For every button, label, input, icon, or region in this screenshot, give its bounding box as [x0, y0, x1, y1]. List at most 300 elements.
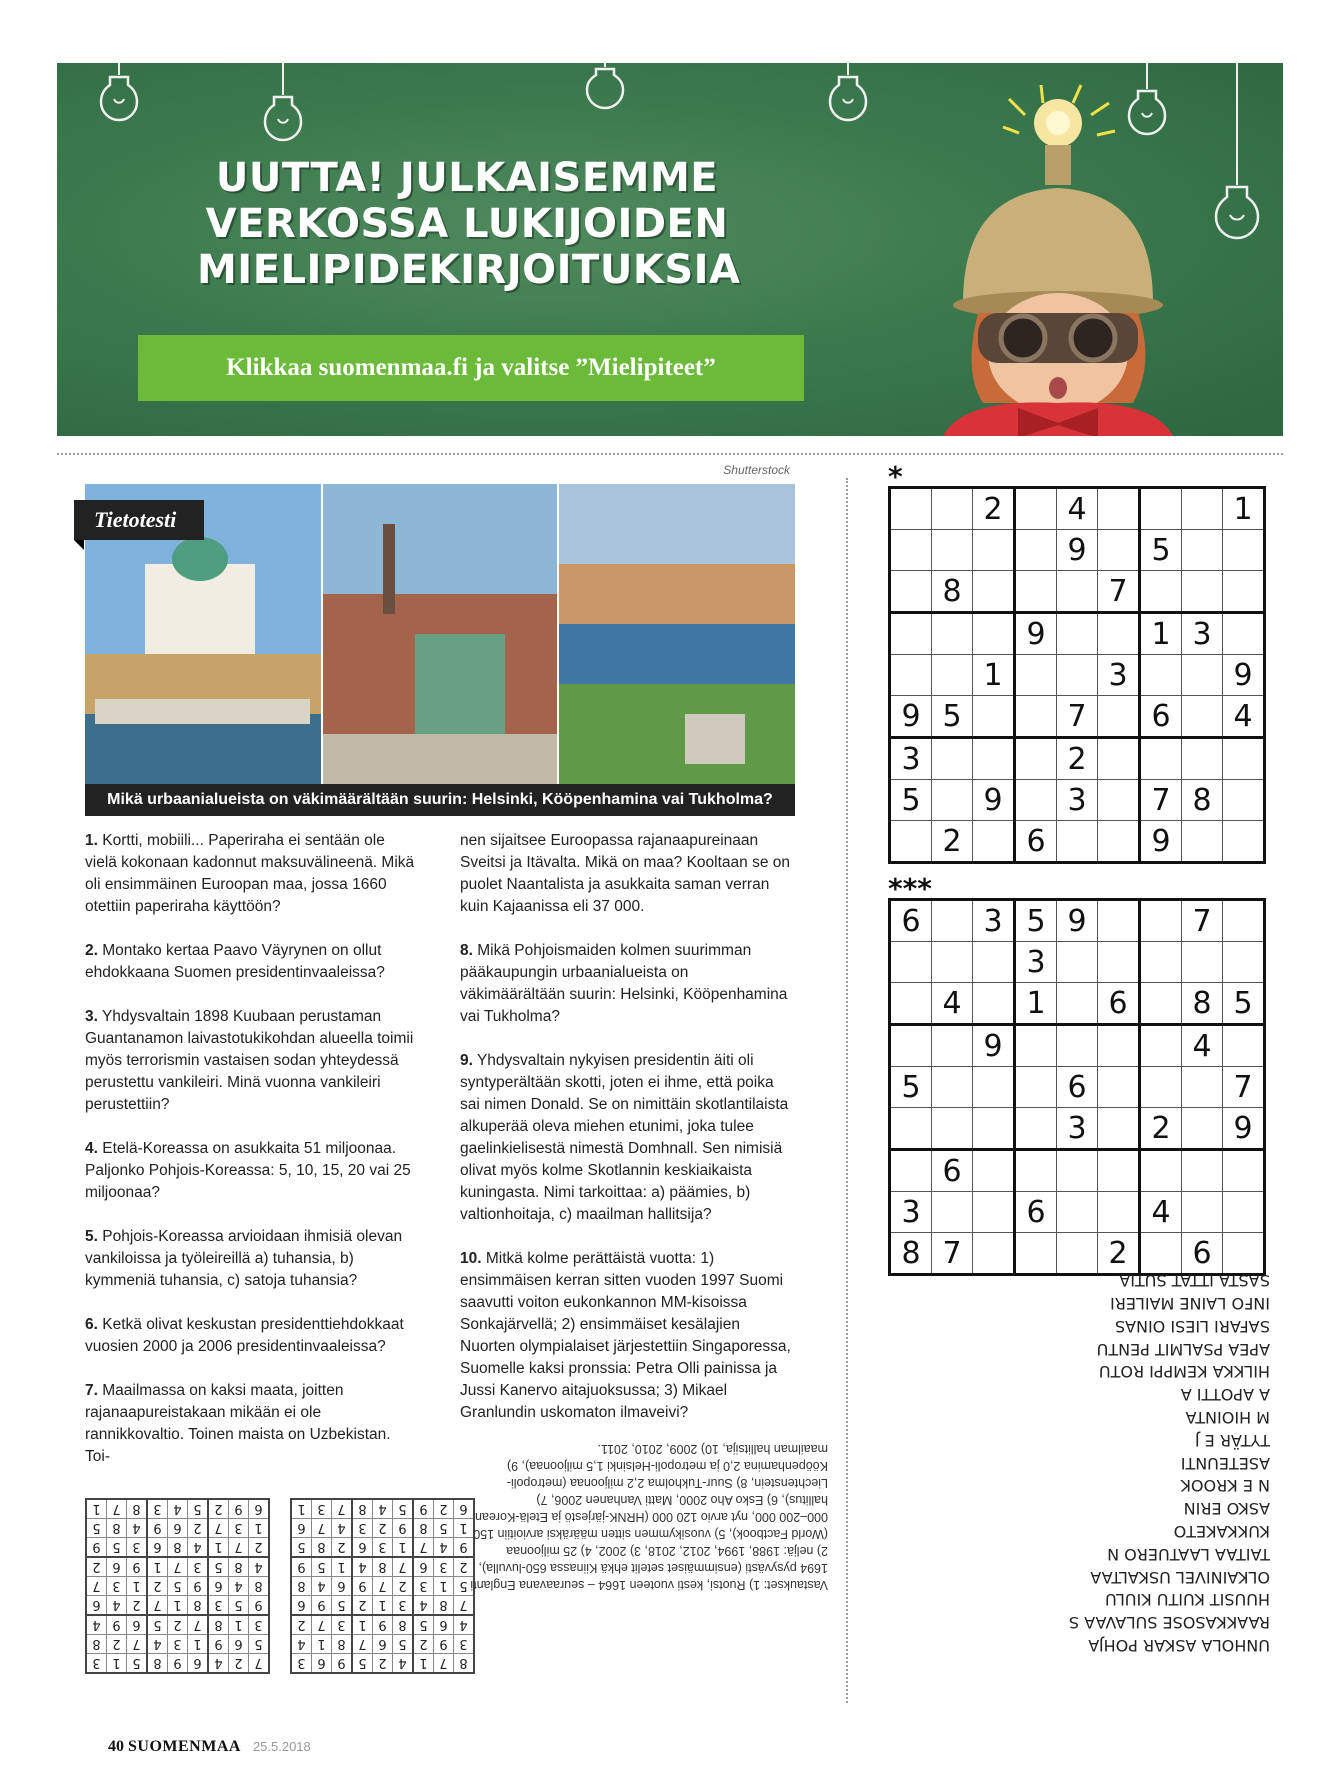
grid-cell[interactable]: 6 [1140, 696, 1182, 738]
grid-cell[interactable] [1057, 983, 1098, 1025]
grid-cell[interactable] [1223, 1025, 1265, 1067]
wordsearch-row: HILKKA KEMPPI ROTU [1098, 1362, 1270, 1382]
grid-row [890, 983, 1265, 1025]
grid-cell: 9 [168, 1654, 188, 1674]
grid-row [291, 1538, 474, 1558]
grid-cell[interactable]: 3 [1057, 780, 1098, 821]
wordsearch-row: INFO LAINE MAILERI [1109, 1294, 1270, 1314]
grid-cell[interactable]: 5 [890, 1067, 932, 1108]
grid-cell[interactable] [1140, 942, 1182, 983]
grid-cell: 8 [373, 1557, 393, 1577]
wordsearch-row: OLKAINIVEL USKALTAA [1090, 1567, 1270, 1587]
grid-cell: 3 [86, 1654, 107, 1674]
grid-cell[interactable] [973, 1108, 1015, 1150]
grid-cell[interactable]: 7 [932, 1233, 973, 1275]
grid-cell: 8 [413, 1519, 434, 1538]
grid-cell[interactable] [1182, 696, 1223, 738]
grid-cell[interactable]: 1 [1140, 613, 1182, 655]
grid-cell: 9 [413, 1499, 434, 1519]
grid-cell: 3 [188, 1557, 209, 1577]
grid-cell: 6 [373, 1635, 393, 1654]
grid-cell[interactable]: 9 [1015, 613, 1057, 655]
grid-cell[interactable] [973, 613, 1015, 655]
grid-cell: 1 [229, 1615, 249, 1635]
headline-line: MIELIPIDEKIRJOITUKSIA [197, 247, 741, 293]
grid-cell[interactable] [1098, 1192, 1140, 1233]
grid-row [86, 1577, 269, 1596]
grid-cell: 9 [454, 1538, 475, 1558]
grid-cell[interactable] [1182, 530, 1223, 571]
page-footer [108, 1738, 311, 1756]
grid-cell[interactable] [1140, 1067, 1182, 1108]
grid-cell: 9 [373, 1615, 393, 1635]
grid-cell[interactable] [932, 488, 973, 530]
grid-cell[interactable]: 6 [890, 900, 932, 942]
grid-cell[interactable] [932, 530, 973, 571]
grid-cell[interactable] [1015, 1150, 1057, 1192]
sudoku-solution-2 [290, 1498, 475, 1674]
quiz-question: 1. Kortti, mobiili... Paperiraha ei sentään ole vielä kokonaan kadonnut maksuvälineenä. Mikä oli ensimmäinen Euroopan maa, jossa 1660 otettiin paperiraha käyttöön? [85, 832, 415, 915]
grid-cell[interactable] [1223, 780, 1265, 821]
grid-cell: 9 [393, 1519, 414, 1538]
grid-cell[interactable] [1098, 613, 1140, 655]
grid-cell[interactable] [890, 1108, 932, 1150]
grid-cell: 6 [147, 1538, 168, 1558]
section-divider [57, 453, 1283, 455]
photo-caption: Mikä urbaanialueista on väkimäärältään suurin: Helsinki, Kööpenhamina vai Tukholma? [85, 784, 795, 816]
grid-cell: 1 [352, 1615, 373, 1635]
grid-cell: 2 [291, 1615, 312, 1635]
grid-cell[interactable]: 9 [1140, 821, 1182, 863]
grid-row [890, 1192, 1265, 1233]
grid-cell[interactable] [1015, 571, 1057, 613]
grid-cell[interactable]: 6 [1057, 1067, 1098, 1108]
grid-cell[interactable] [1015, 655, 1057, 696]
grid-cell[interactable] [1223, 900, 1265, 942]
grid-cell[interactable] [1015, 738, 1057, 780]
grid-cell: 5 [393, 1635, 414, 1654]
grid-cell: 2 [373, 1654, 393, 1674]
grid-cell[interactable] [890, 488, 932, 530]
grid-row [291, 1577, 474, 1596]
grid-cell[interactable] [890, 821, 932, 863]
quiz-question: 3. Yhdysvaltain 1898 Kuubaan perustaman Guantanamon laivastotukikohdan alueella toimii myös terrorismin vastaisen sodan yhteydessä perustettu vankileiri. Minä vuonna vankileiri perustettiin? [85, 1008, 414, 1113]
grid-cell[interactable]: 7 [1223, 1067, 1265, 1108]
grid-cell: 6 [312, 1654, 332, 1674]
grid-cell[interactable] [1223, 942, 1265, 983]
grid-cell: 8 [352, 1499, 373, 1519]
grid-cell[interactable] [1015, 488, 1057, 530]
grid-cell[interactable]: 7 [1140, 780, 1182, 821]
grid-row [890, 613, 1265, 655]
grid-cell[interactable]: 6 [1015, 821, 1057, 863]
grid-cell[interactable]: 7 [1057, 696, 1098, 738]
grid-cell[interactable] [932, 613, 973, 655]
grid-cell[interactable] [1223, 613, 1265, 655]
grid-cell[interactable]: 9 [973, 780, 1015, 821]
grid-cell: 1 [454, 1519, 475, 1538]
grid-cell: 6 [291, 1596, 312, 1616]
grid-cell[interactable] [973, 942, 1015, 983]
grid-cell[interactable] [1098, 530, 1140, 571]
grid-cell: 5 [229, 1596, 249, 1616]
grid-cell[interactable]: 8 [1182, 780, 1223, 821]
grid-cell: 4 [168, 1499, 188, 1519]
lightbulb-icon [258, 63, 308, 153]
grid-cell: 3 [107, 1577, 127, 1596]
grid-cell[interactable] [973, 571, 1015, 613]
grid-cell[interactable]: 6 [1015, 1192, 1057, 1233]
grid-cell[interactable] [973, 983, 1015, 1025]
grid-cell[interactable]: 8 [890, 1233, 932, 1275]
wordsearch-row: KUKKAKETO [1173, 1522, 1270, 1542]
grid-row [291, 1499, 474, 1519]
grid-cell[interactable] [1098, 942, 1140, 983]
grid-cell[interactable]: 3 [890, 738, 932, 780]
column-divider [846, 478, 848, 1703]
ad-banner[interactable] [57, 63, 1283, 436]
grid-cell[interactable]: 2 [973, 488, 1015, 530]
grid-cell: 6 [127, 1615, 148, 1635]
grid-cell[interactable] [1140, 655, 1182, 696]
grid-row [291, 1519, 474, 1538]
grid-cell: 3 [373, 1538, 393, 1558]
grid-cell: 9 [291, 1557, 312, 1577]
grid-cell[interactable]: 6 [932, 1150, 973, 1192]
grid-cell[interactable] [973, 738, 1015, 780]
grid-cell[interactable]: 9 [890, 696, 932, 738]
grid-cell[interactable]: 2 [1140, 1108, 1182, 1150]
grid-cell[interactable]: 9 [1223, 1108, 1265, 1150]
grid-cell[interactable] [1182, 738, 1223, 780]
sudoku-grid-hard[interactable] [888, 898, 1266, 1276]
grid-cell[interactable] [890, 983, 932, 1025]
grid-cell[interactable] [1098, 1025, 1140, 1067]
grid-cell[interactable] [932, 1067, 973, 1108]
difficulty-stars: *** [888, 872, 932, 905]
grid-cell: 4 [413, 1596, 434, 1616]
grid-cell[interactable]: 2 [1098, 1233, 1140, 1275]
grid-cell[interactable] [932, 942, 973, 983]
grid-cell: 3 [208, 1596, 229, 1616]
grid-cell[interactable] [1057, 821, 1098, 863]
grid-cell: 5 [188, 1499, 209, 1519]
grid-cell: 4 [373, 1499, 393, 1519]
grid-cell: 9 [332, 1654, 353, 1674]
grid-cell[interactable] [932, 738, 973, 780]
grid-cell[interactable]: 4 [932, 983, 973, 1025]
grid-cell[interactable] [932, 1025, 973, 1067]
grid-cell[interactable] [890, 1150, 932, 1192]
grid-cell[interactable] [1140, 571, 1182, 613]
grid-cell[interactable]: 9 [1057, 530, 1098, 571]
grid-cell: 5 [352, 1654, 373, 1674]
grid-cell[interactable]: 1 [1223, 488, 1265, 530]
grid-cell: 7 [434, 1654, 454, 1674]
grid-cell: 8 [86, 1635, 107, 1654]
grid-row [890, 942, 1265, 983]
grid-cell[interactable] [973, 1150, 1015, 1192]
grid-cell[interactable] [1182, 1108, 1223, 1150]
grid-cell: 4 [352, 1557, 373, 1577]
grid-cell[interactable] [1223, 571, 1265, 613]
grid-cell[interactable]: 5 [932, 696, 973, 738]
grid-cell[interactable] [1098, 780, 1140, 821]
grid-cell: 9 [312, 1596, 332, 1616]
grid-cell[interactable]: 1 [973, 655, 1015, 696]
grid-cell: 1 [107, 1654, 127, 1674]
grid-cell: 2 [188, 1519, 209, 1538]
grid-cell[interactable] [890, 1025, 932, 1067]
grid-cell[interactable] [1098, 821, 1140, 863]
grid-cell[interactable]: 8 [1182, 983, 1223, 1025]
grid-cell[interactable]: 3 [1015, 942, 1057, 983]
quiz-question: 7. Maailmassa on kaksi maata, joitten rajanaapureistakaan mikään ei ole rannikkovaltio. Toinen maista on Uzbekistan. Toi- [85, 1382, 391, 1465]
grid-cell: 7 [413, 1538, 434, 1558]
grid-cell: 1 [434, 1577, 454, 1596]
grid-cell: 6 [291, 1519, 312, 1538]
grid-cell[interactable] [1098, 900, 1140, 942]
grid-cell: 3 [393, 1596, 414, 1616]
grid-cell: 2 [147, 1577, 168, 1596]
grid-cell: 7 [229, 1538, 249, 1558]
grid-cell[interactable]: 4 [1057, 488, 1098, 530]
lightbulb-icon [94, 63, 144, 133]
banner-headline [197, 155, 741, 293]
grid-cell: 8 [434, 1596, 454, 1616]
grid-cell: 8 [229, 1557, 249, 1577]
grid-cell: 7 [312, 1519, 332, 1538]
grid-cell: 7 [208, 1519, 229, 1538]
grid-cell[interactable] [890, 530, 932, 571]
grid-cell[interactable] [1098, 488, 1140, 530]
grid-cell[interactable] [932, 1108, 973, 1150]
grid-cell[interactable] [1057, 942, 1098, 983]
grid-cell: 3 [127, 1538, 148, 1558]
copenhagen-photo [323, 484, 557, 784]
grid-cell: 4 [107, 1596, 127, 1616]
grid-row [890, 696, 1265, 738]
wordsearch-row: TYTÄR E J [1194, 1430, 1270, 1450]
lightbulb-icon [580, 63, 630, 123]
quiz-question: 8. Mikä Pohjoismaiden kolmen suurimman pääkaupungin urbaanialueista on väkimäärältään suurin: Helsinki, Kööpenhamina vai Tukholma? [460, 942, 788, 1025]
grid-cell[interactable] [932, 780, 973, 821]
grid-cell[interactable] [932, 1192, 973, 1233]
grid-cell: 2 [413, 1635, 434, 1654]
grid-row [86, 1519, 269, 1538]
grid-cell: 1 [291, 1499, 312, 1519]
sudoku-grid-easy[interactable] [888, 486, 1266, 864]
grid-cell: 9 [249, 1596, 270, 1616]
cta-button[interactable]: Klikkaa suomenmaa.fi ja valitse ”Mielipiteet” [138, 335, 804, 401]
grid-cell: 7 [188, 1615, 209, 1635]
grid-cell[interactable] [1057, 1150, 1098, 1192]
grid-cell: 5 [312, 1557, 332, 1577]
grid-cell[interactable]: 3 [890, 1192, 932, 1233]
stockholm-photo [559, 484, 795, 784]
grid-cell[interactable]: 3 [973, 900, 1015, 942]
grid-cell[interactable] [1015, 530, 1057, 571]
grid-cell: 4 [86, 1615, 107, 1635]
grid-cell: 6 [86, 1596, 107, 1616]
grid-cell[interactable] [1223, 1150, 1265, 1192]
grid-cell[interactable] [1098, 1150, 1140, 1192]
wordsearch-row: APEA PSALMIT PENTU [1096, 1339, 1270, 1359]
grid-cell[interactable] [1140, 1150, 1182, 1192]
quiz-question: 5. Pohjois-Koreassa arvioidaan ihmisiä olevan vankiloissa ja työleireillä a) tuhansia, b) kymmeniä tuhansia, c) satoja tuhansia? [85, 1228, 403, 1289]
grid-cell[interactable] [973, 696, 1015, 738]
wordsearch-solution [892, 1271, 1270, 1655]
grid-cell[interactable] [1140, 983, 1182, 1025]
grid-cell: 7 [332, 1499, 353, 1519]
grid-cell[interactable] [1140, 488, 1182, 530]
grid-cell[interactable] [1015, 780, 1057, 821]
grid-cell[interactable] [1057, 1025, 1098, 1067]
grid-cell: 5 [413, 1615, 434, 1635]
grid-cell[interactable] [1057, 613, 1098, 655]
grid-row [291, 1557, 474, 1577]
grid-cell[interactable]: 2 [1057, 738, 1098, 780]
grid-cell[interactable]: 7 [1098, 571, 1140, 613]
grid-cell[interactable] [1098, 1067, 1140, 1108]
grid-cell[interactable] [973, 530, 1015, 571]
grid-cell[interactable] [1140, 900, 1182, 942]
grid-cell: 8 [454, 1654, 475, 1674]
grid-cell: 6 [229, 1635, 249, 1654]
grid-cell: 4 [454, 1615, 475, 1635]
grid-cell: 4 [291, 1635, 312, 1654]
grid-cell[interactable] [1182, 571, 1223, 613]
grid-cell: 2 [208, 1499, 229, 1519]
grid-cell[interactable]: 6 [1182, 1233, 1223, 1275]
grid-cell[interactable] [1223, 1192, 1265, 1233]
grid-row [86, 1499, 269, 1519]
grid-cell[interactable]: 4 [1182, 1025, 1223, 1067]
grid-cell[interactable]: 8 [932, 571, 973, 613]
grid-row [890, 530, 1265, 571]
grid-cell: 4 [208, 1654, 229, 1674]
grid-cell[interactable] [890, 571, 932, 613]
grid-cell[interactable] [1182, 1150, 1223, 1192]
grid-cell: 2 [127, 1596, 148, 1616]
grid-row [291, 1635, 474, 1654]
grid-cell[interactable] [890, 655, 932, 696]
grid-cell: 4 [127, 1519, 148, 1538]
grid-cell[interactable] [973, 1067, 1015, 1108]
grid-cell[interactable] [1182, 488, 1223, 530]
quiz-answers: Vastaukset: 1) Ruotsi, kesti vuoteen 1664 – seuraavana Englanti 1694 pysyvästi (ensimmäiset setelit ehkä Kiinassa 650-luvulla), 2) neljä: 1988, 1994, 2012, 2018, 3) 2002, 4) 25 miljoonaa (World Factbook), 5) vuosikymmen sitten määräksi arvioitiin 150 000–200 000, nyt arvio 120 000 (HRNK-järjestö ja Etelä-Korean hallitus), 6) Esko Aho 2000, Matti Vanhanen 2006, 7) Liechtenstein, 8) Suur-Tukholma 2,2 miljoonaa (metropoli-Kööpenhamina 2,0 ja metropoli-Helsinki 1,5 miljoonaa), 9) maailman hallitsija, 10) 2009, 2010, 2011. [470, 1442, 828, 1592]
quiz-question: 4. Etelä-Koreassa on asukkaita 51 miljoonaa. Paljonko Pohjois-Koreassa: 5, 10, 15, 20 vai 25 miljoonaa? [85, 1140, 411, 1201]
grid-cell[interactable] [1223, 821, 1265, 863]
grid-cell[interactable] [1098, 1108, 1140, 1150]
photo-credit: Shutterstock [723, 463, 790, 477]
grid-cell: 6 [107, 1557, 127, 1577]
grid-cell[interactable]: 9 [1223, 655, 1265, 696]
grid-cell[interactable]: 5 [1223, 983, 1265, 1025]
grid-cell: 2 [249, 1538, 270, 1558]
grid-cell: 4 [434, 1538, 454, 1558]
grid-row [890, 488, 1265, 530]
grid-cell[interactable] [1182, 942, 1223, 983]
grid-cell[interactable] [1098, 738, 1140, 780]
grid-row [890, 780, 1265, 821]
grid-cell: 1 [208, 1538, 229, 1558]
grid-cell[interactable] [1182, 1192, 1223, 1233]
grid-cell: 3 [312, 1499, 332, 1519]
grid-cell[interactable] [1223, 530, 1265, 571]
grid-cell: 8 [249, 1577, 270, 1596]
wordsearch-row: M HIOINTA [1185, 1408, 1270, 1428]
grid-cell[interactable] [932, 900, 973, 942]
grid-cell[interactable] [1182, 655, 1223, 696]
grid-cell: 7 [352, 1635, 373, 1654]
grid-cell[interactable] [1057, 655, 1098, 696]
grid-row [890, 1067, 1265, 1108]
grid-cell[interactable]: 6 [1098, 983, 1140, 1025]
grid-cell[interactable]: 9 [1057, 900, 1098, 942]
grid-cell: 7 [373, 1577, 393, 1596]
grid-cell[interactable] [1015, 1025, 1057, 1067]
wordsearch-row: ASKO ERIN [1183, 1499, 1270, 1519]
grid-cell[interactable] [1057, 1192, 1098, 1233]
grid-cell[interactable]: 1 [1015, 983, 1057, 1025]
grid-cell: 5 [147, 1615, 168, 1635]
grid-row [86, 1596, 269, 1616]
grid-cell[interactable]: 4 [1140, 1192, 1182, 1233]
grid-cell[interactable] [1223, 738, 1265, 780]
grid-cell[interactable]: 3 [1057, 1108, 1098, 1150]
grid-cell[interactable]: 3 [1098, 655, 1140, 696]
grid-cell[interactable]: 4 [1223, 696, 1265, 738]
grid-row [890, 900, 1265, 942]
grid-cell[interactable] [1057, 571, 1098, 613]
grid-cell[interactable] [890, 942, 932, 983]
grid-cell: 6 [352, 1538, 373, 1558]
grid-row [890, 571, 1265, 613]
grid-cell[interactable]: 9 [973, 1025, 1015, 1067]
grid-cell[interactable] [1015, 696, 1057, 738]
grid-row [291, 1615, 474, 1635]
grid-cell[interactable] [1098, 696, 1140, 738]
grid-cell[interactable] [1182, 821, 1223, 863]
grid-cell[interactable]: 2 [932, 821, 973, 863]
grid-cell[interactable]: 5 [1140, 530, 1182, 571]
grid-cell: 6 [168, 1519, 188, 1538]
grid-cell[interactable] [1140, 1025, 1182, 1067]
grid-cell[interactable]: 7 [1182, 900, 1223, 942]
grid-cell: 1 [393, 1538, 414, 1558]
grid-cell: 7 [168, 1557, 188, 1577]
grid-cell[interactable]: 3 [1182, 613, 1223, 655]
grid-row [86, 1635, 269, 1654]
grid-cell[interactable]: 5 [1015, 900, 1057, 942]
grid-cell: 5 [127, 1654, 148, 1674]
grid-cell: 3 [291, 1654, 312, 1674]
grid-cell: 1 [312, 1635, 332, 1654]
grid-cell[interactable] [973, 821, 1015, 863]
grid-cell[interactable] [973, 1192, 1015, 1233]
grid-row [890, 655, 1265, 696]
grid-cell[interactable] [1015, 1067, 1057, 1108]
grid-cell[interactable]: 5 [890, 780, 932, 821]
grid-cell[interactable] [932, 655, 973, 696]
grid-row [86, 1557, 269, 1577]
grid-cell[interactable] [1015, 1108, 1057, 1150]
grid-cell[interactable] [1182, 1067, 1223, 1108]
grid-cell[interactable] [1140, 738, 1182, 780]
grid-cell[interactable] [890, 613, 932, 655]
grid-row [86, 1538, 269, 1558]
